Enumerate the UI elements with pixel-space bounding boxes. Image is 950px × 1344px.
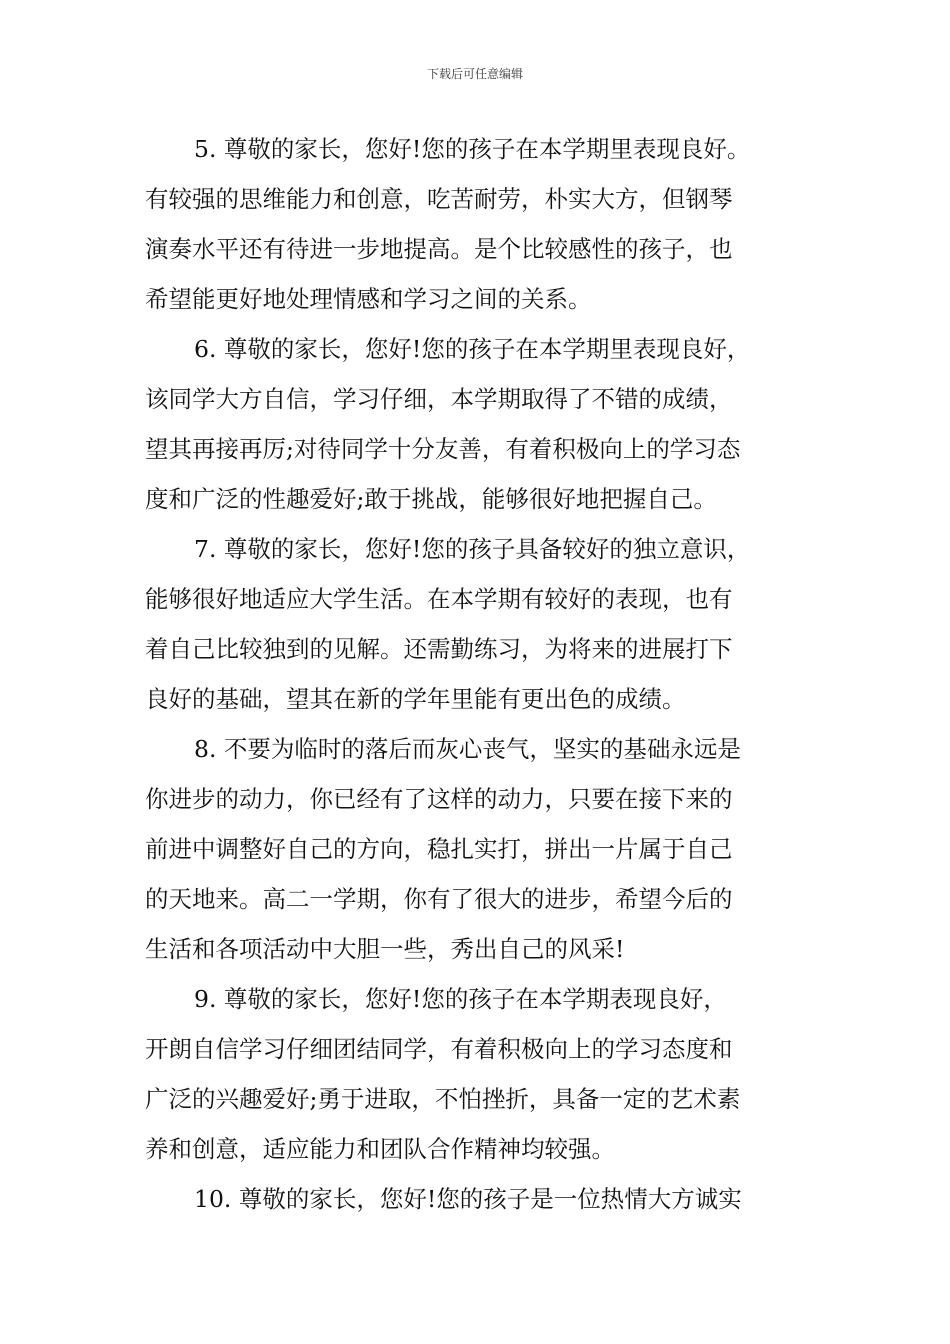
text-line: 有较强的思维能力和创意，吃苦耐劳，朴实大方，但钢琴 [145,185,733,213]
page-header: 下载后可任意编辑 [426,67,523,81]
text-line: 开朗自信学习仔细团结同学，有着积极向上的学习态度和 [145,1035,733,1063]
text-line: 能够很好地适应大学生活。在本学期有较好的表现，也有 [145,585,733,613]
document-body [145,124,813,1224]
text-line: 广泛的兴趣爱好;勇于进取，不怕挫折，具备一定的艺术素 [145,1085,741,1113]
text-line: 着自己比较独到的见解。还需勤练习，为将来的进展打下 [145,635,733,663]
text-line: 10. 尊敬的家长，您好!您的孩子是一位热情大方诚实 [194,1185,742,1213]
text-line: 希望能更好地处理情感和学习之间的关系。 [145,285,592,313]
text-line: 前进中调整好自己的方向，稳扎实打，拼出一片属于自己 [145,835,733,863]
text-line: 度和广泛的性趣爱好;敢于挑战，能够很好地把握自己。 [145,485,717,513]
text-line: 6. 尊敬的家长，您好!您的孩子在本学期里表现良好， [194,335,751,363]
text-line: 良好的基础，望其在新的学年里能有更出色的成绩。 [145,685,686,713]
text-line: 7. 尊敬的家长，您好!您的孩子具备较好的独立意识， [194,535,751,563]
text-line: 生活和各项活动中大胆一些，秀出自己的风采! [145,935,625,963]
text-line: 你进步的动力，你已经有了这样的动力，只要在接下来的 [145,785,733,813]
text-line: 的天地来。高二一学期，你有了很大的进步，希望今后的 [145,885,733,913]
text-line: 该同学大方自信，学习仔细，本学期取得了不错的成绩， [145,385,733,413]
text-line: 演奏水平还有待进一步地提高。是个比较感性的孩子，也 [145,235,733,263]
text-line: 9. 尊敬的家长，您好!您的孩子在本学期表现良好， [194,985,727,1013]
text-line: 望其再接再厉;对待同学十分友善，有着积极向上的学习态 [145,435,741,463]
text-line: 养和创意，适应能力和团队合作精神均较强。 [145,1135,615,1163]
text-line: 5. 尊敬的家长，您好!您的孩子在本学期里表现良好。 [194,135,751,163]
text-line: 8. 不要为临时的落后而灰心丧气，坚实的基础永远是 [194,735,741,763]
